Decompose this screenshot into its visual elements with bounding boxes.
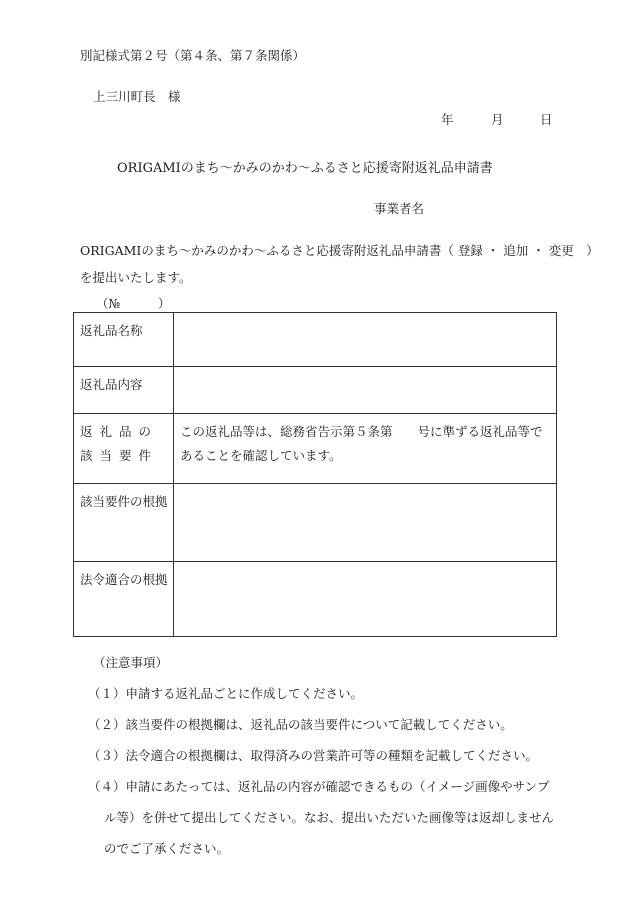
note-item: （２）該当要件の根拠欄は、返礼品の該当要件について記載してください。 bbox=[88, 717, 513, 732]
table-row-legal-basis bbox=[74, 561, 556, 637]
number-label: （№ ） bbox=[96, 296, 171, 311]
notes-heading: （注意事項） bbox=[93, 655, 169, 670]
date-year-label: 年 bbox=[441, 112, 454, 127]
intro-line-1: ORIGAMIのまち〜かみのかわ〜ふるさと応援寄附返礼品申請書（ 登録 ・ 追加 ・ 変更 ） bbox=[80, 243, 599, 258]
note-item-continuation: ル等）を併せて提出してください。なお、提出いただいた画像等は返却しません bbox=[104, 810, 555, 825]
table-row-item-content bbox=[74, 366, 556, 413]
date-day-label: 日 bbox=[540, 112, 553, 127]
row-label: 法令適合の根拠 bbox=[80, 572, 168, 587]
application-table bbox=[73, 312, 557, 637]
form-number: 別記様式第２号（第４条、第７条関係） bbox=[80, 48, 306, 63]
date-month-label: 月 bbox=[491, 112, 504, 127]
row-label: 返礼品名称 bbox=[80, 323, 143, 338]
addressee: 上三川町長 様 bbox=[93, 89, 181, 104]
note-item: （３）法令適合の根拠欄は、取得済みの営業許可等の種類を記載してください。 bbox=[88, 748, 539, 763]
row-label-multiline: 返礼品の 該当要件 bbox=[80, 424, 159, 463]
row-label: 該当要件の根拠 bbox=[80, 494, 168, 509]
note-item: （１）申請する返礼品ごとに作成してください。 bbox=[88, 686, 364, 701]
note-item: （４）申請にあたっては、返礼品の内容が確認できるもの（イメージ画像やサンプ bbox=[88, 779, 550, 794]
table-row-requirements-basis bbox=[74, 483, 556, 561]
requirements-statement: この返礼品等は、総務省告示第５条第 号に準ずる返礼品等であることを確認しています。 bbox=[180, 424, 543, 463]
intro-line-2: を提出いたします。 bbox=[80, 270, 192, 285]
table-row-requirements bbox=[74, 413, 556, 483]
note-item-continuation: のでご了承ください。 bbox=[104, 841, 230, 856]
document-title: ORIGAMIのまち〜かみのかわ〜ふるさと応援寄附返礼品申請書 bbox=[117, 161, 493, 176]
business-name-label: 事業者名 bbox=[374, 201, 425, 216]
table-row-item-name bbox=[74, 313, 556, 366]
row-label: 返礼品内容 bbox=[80, 377, 143, 392]
